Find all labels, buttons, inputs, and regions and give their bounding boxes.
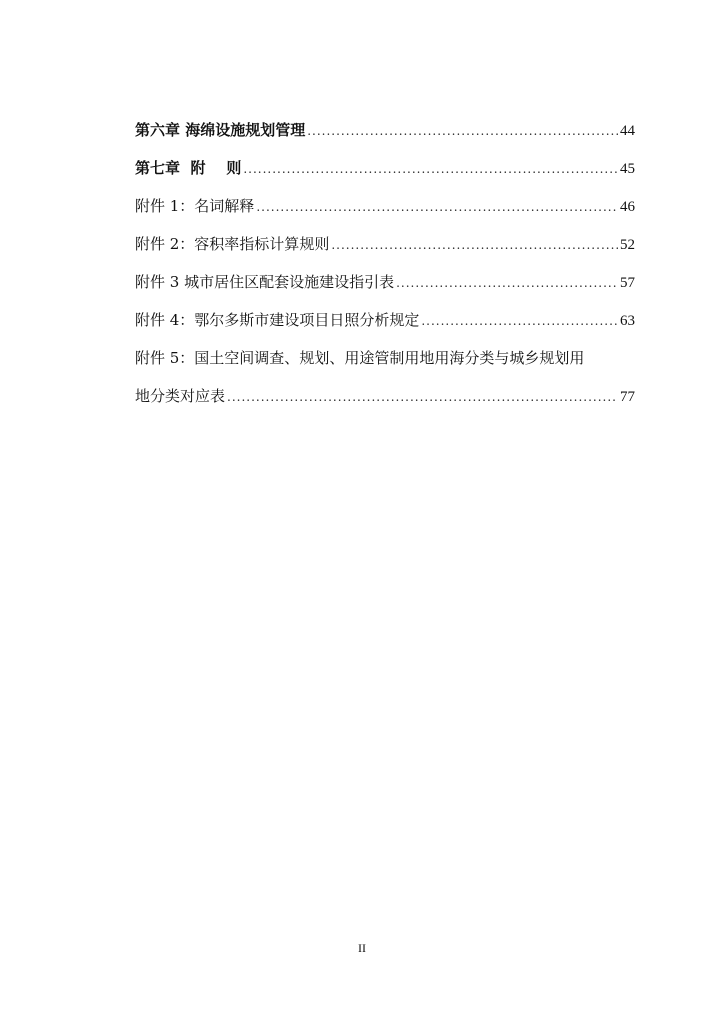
dot-leader bbox=[396, 274, 618, 292]
toc-entry-title: 附件 1：名词解释 bbox=[135, 197, 255, 215]
toc-entry-page: 63 bbox=[620, 313, 635, 329]
toc-entry-title: 附件 3 城市居住区配套设施建设指引表 bbox=[135, 273, 395, 291]
toc-entry-page: 77 bbox=[620, 389, 635, 405]
toc-entry-title: 附件 4：鄂尔多斯市建设项目日照分析规定 bbox=[135, 311, 420, 329]
toc-entry-title-line-2-row bbox=[135, 387, 635, 405]
toc-entry-title: 第七章 附 则 bbox=[135, 159, 242, 177]
toc-entry-appendix-5[interactable] bbox=[135, 349, 635, 405]
toc-entry-appendix-2[interactable] bbox=[135, 235, 635, 253]
dot-leader bbox=[421, 312, 618, 330]
toc-entry-title-line-1: 附件 5：国土空间调查、规划、用途管制用地用海分类与城乡规划用 bbox=[135, 349, 585, 367]
toc-entry-title: 第六章 海绵设施规划管理 bbox=[135, 121, 306, 139]
toc-entry-page: 52 bbox=[620, 237, 635, 253]
toc-entry-page: 46 bbox=[620, 199, 635, 215]
toc-entry-appendix-3[interactable] bbox=[135, 273, 635, 291]
toc-entry-page: 57 bbox=[620, 275, 635, 291]
table-of-contents bbox=[135, 121, 635, 425]
dot-leader bbox=[307, 122, 618, 140]
dot-leader bbox=[227, 388, 618, 406]
toc-entry-page: 44 bbox=[620, 123, 635, 139]
toc-entry-title-line-2: 地分类对应表 bbox=[135, 387, 226, 405]
toc-entry-page: 45 bbox=[620, 161, 635, 177]
toc-entry-chapter-6[interactable] bbox=[135, 121, 635, 139]
toc-entry-chapter-7[interactable] bbox=[135, 159, 635, 177]
toc-entry-title: 附件 2：容积率指标计算规则 bbox=[135, 235, 330, 253]
toc-entry-appendix-4[interactable] bbox=[135, 311, 635, 329]
dot-leader bbox=[331, 236, 618, 254]
dot-leader bbox=[243, 160, 618, 178]
toc-entry-appendix-1[interactable] bbox=[135, 197, 635, 215]
dot-leader bbox=[256, 198, 618, 216]
page-number: II bbox=[358, 941, 366, 955]
